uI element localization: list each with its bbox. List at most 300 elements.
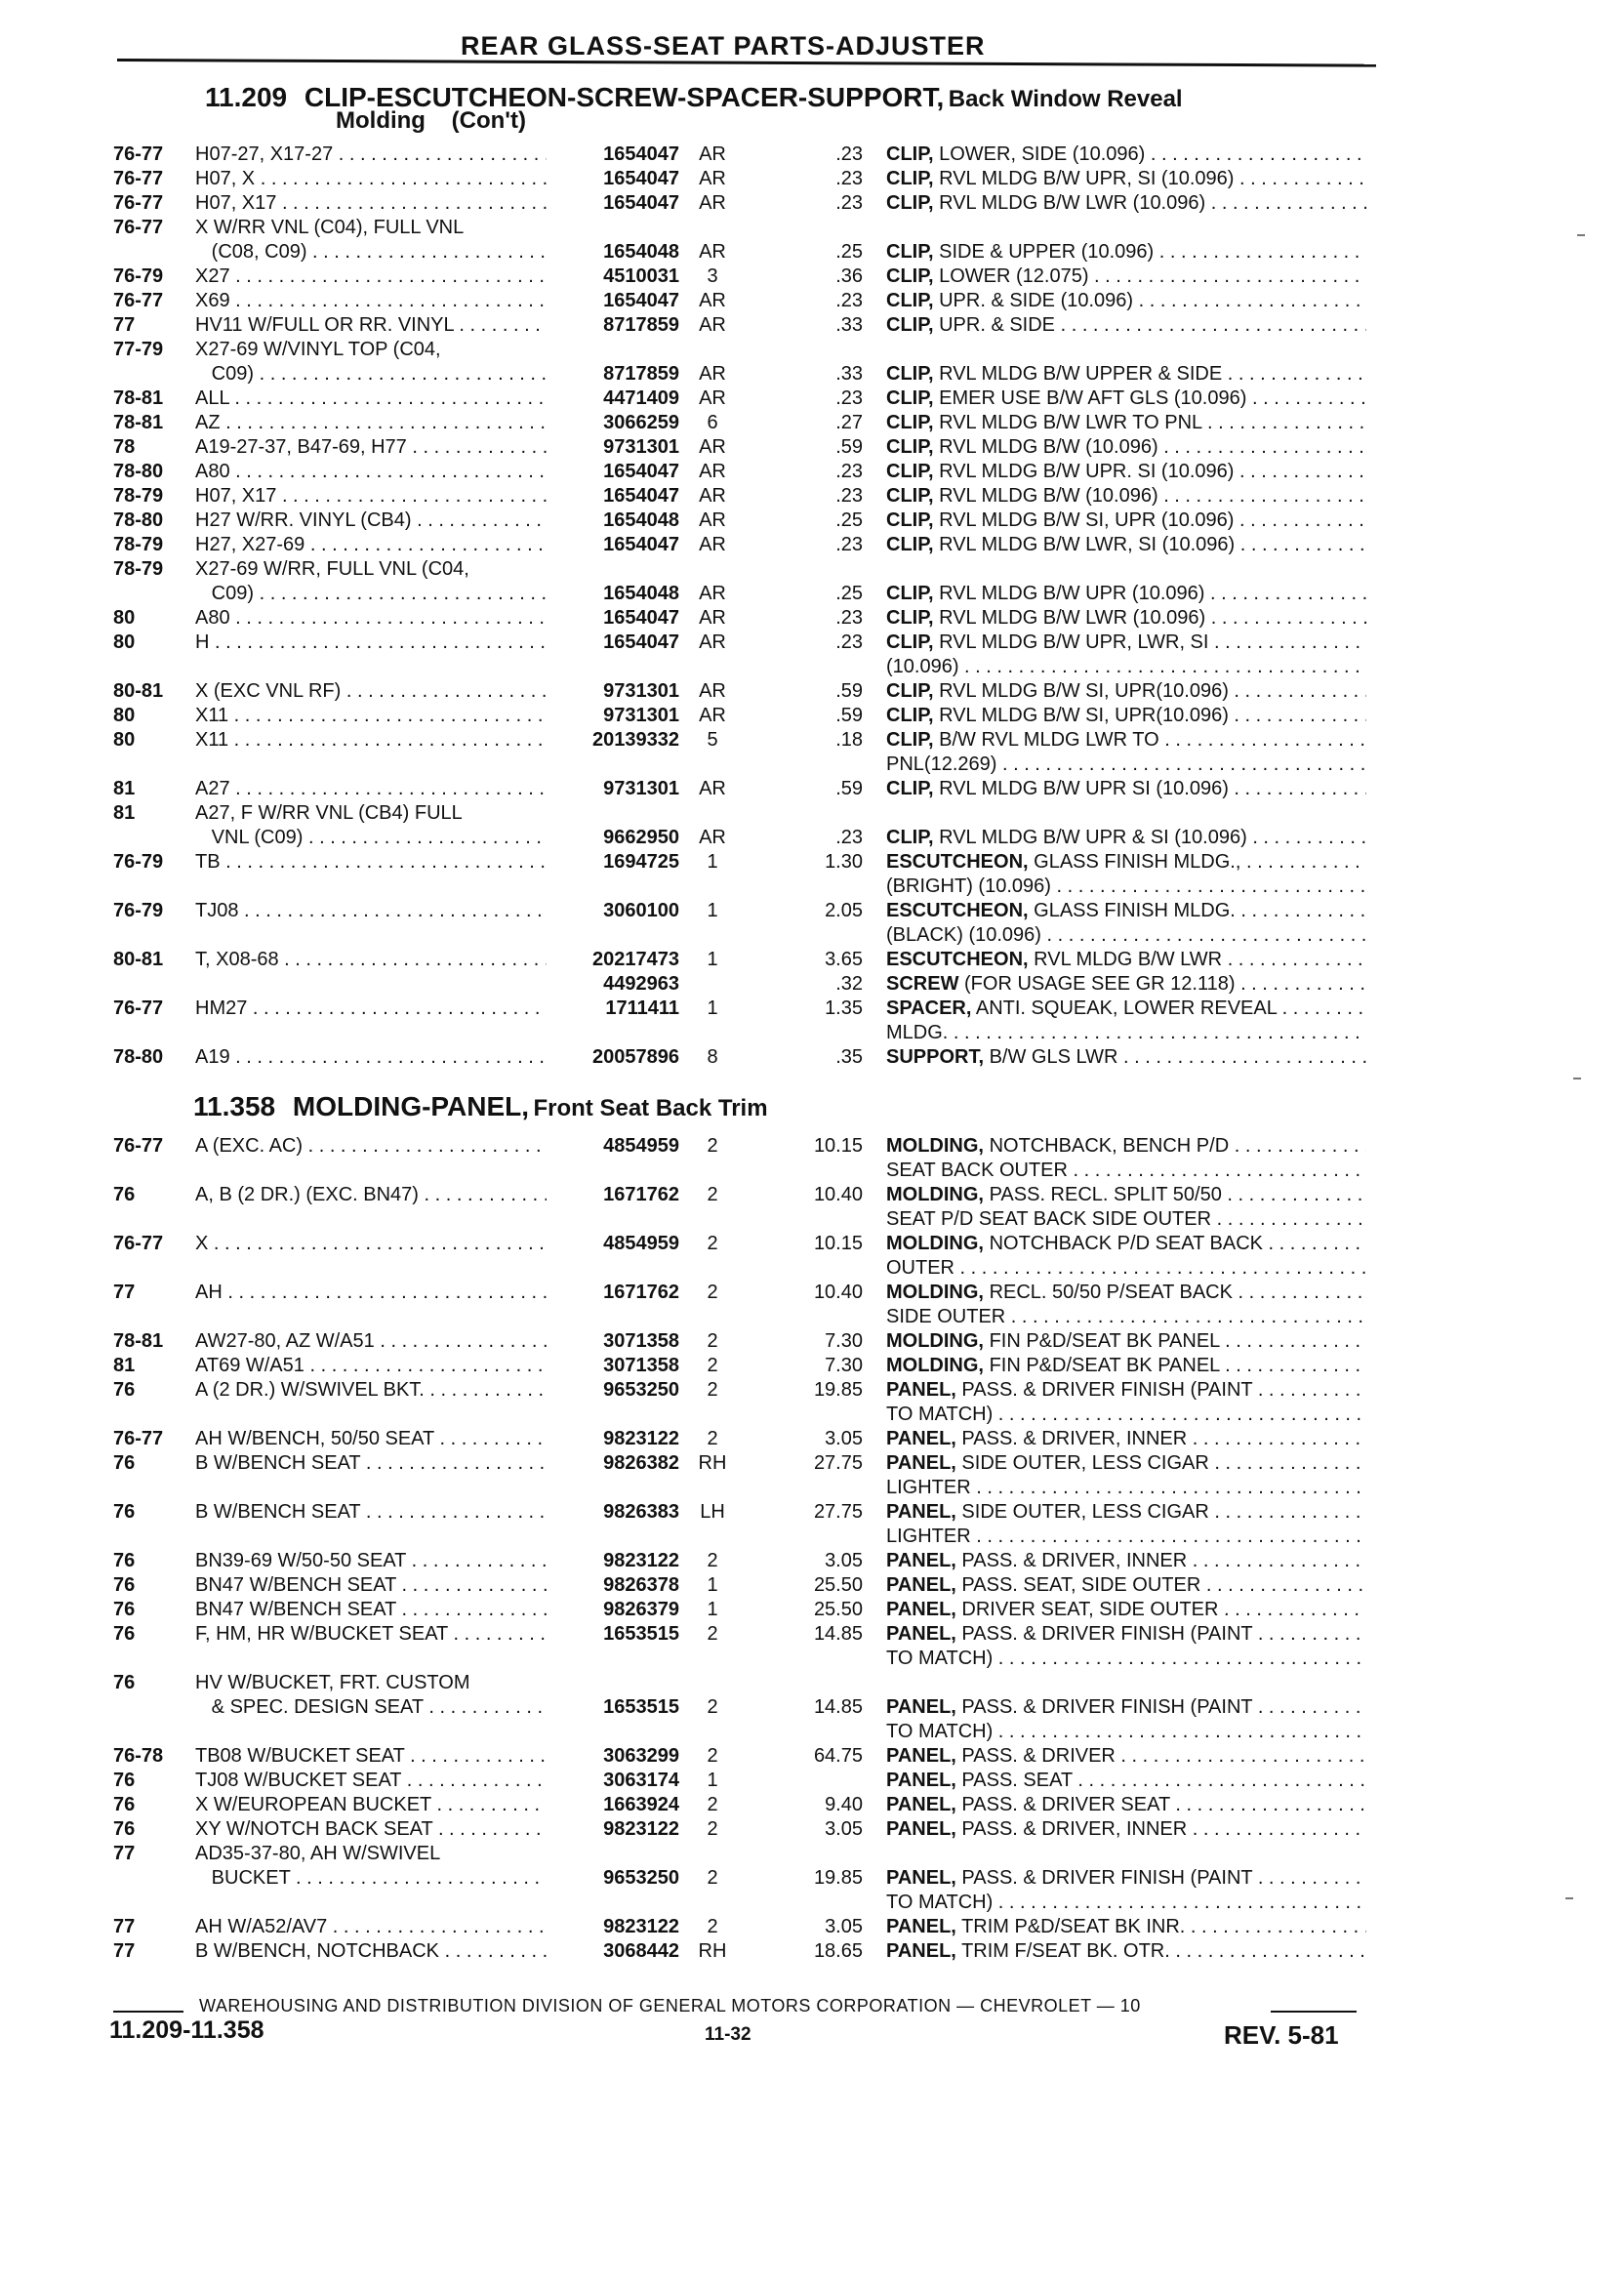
part-number: 9653250 <box>603 1379 679 1401</box>
table-row <box>0 948 1624 972</box>
model-application: A27 . . . <box>195 777 547 801</box>
section-number: 11.209 <box>205 82 288 112</box>
table-row <box>0 435 1624 460</box>
part-description <box>886 1549 1366 1573</box>
part-detail: SEAT BACK OUTER <box>886 1160 1068 1181</box>
part-detail: GLASS FINISH MLDG., <box>1034 851 1241 873</box>
list-price: .59 <box>835 680 863 702</box>
table-row <box>0 899 1624 923</box>
model-year: 77 <box>113 1940 136 1962</box>
table-row <box>0 289 1624 313</box>
model-application: H07-27, X17-27 . . . <box>195 142 547 167</box>
part-detail: TRIM P&D/SEAT BK INR. <box>961 1916 1186 1937</box>
model-application: AW27-80, AZ W/A51 . . . <box>195 1329 547 1354</box>
part-name: PANEL, <box>886 1818 956 1840</box>
part-detail: TO MATCH) <box>886 1404 994 1425</box>
part-detail: PASS. RECL. SPLIT 50/50 <box>989 1184 1222 1205</box>
part-description <box>886 289 1366 313</box>
model-application: HM27 . . . <box>195 997 547 1021</box>
table-row <box>0 728 1624 753</box>
part-name: MOLDING, <box>886 1330 984 1352</box>
table-row <box>0 1549 1624 1573</box>
part-name: CLIP, <box>886 631 934 653</box>
model-year: 77 <box>113 1843 136 1864</box>
quantity: AR <box>699 485 726 507</box>
model-application: X W/EUROPEAN BUCKET . . . <box>195 1793 547 1817</box>
table-row <box>0 1573 1624 1598</box>
table-row <box>0 875 1624 899</box>
table-row <box>0 1842 1624 1866</box>
part-description <box>886 191 1366 216</box>
list-price: .23 <box>835 168 863 189</box>
model-application: BN47 W/BENCH SEAT . . . <box>195 1573 547 1598</box>
part-description <box>886 1021 1366 1045</box>
part-name: PANEL, <box>886 1940 956 1962</box>
model-application: X27-69 W/RR, FULL VNL (C04, <box>195 558 469 580</box>
table-row <box>0 142 1624 167</box>
quantity: AR <box>699 778 726 799</box>
list-price: 10.15 <box>813 1135 863 1157</box>
part-name: CLIP, <box>886 607 934 629</box>
part-number: 1654048 <box>603 583 679 604</box>
quantity: 1 <box>707 1599 718 1620</box>
part-name: ESCUTCHEON, <box>886 851 1029 873</box>
part-detail: UPR. & SIDE (10.096) <box>939 290 1134 311</box>
list-price: .23 <box>835 485 863 507</box>
part-description <box>886 582 1366 606</box>
model-year: 77-79 <box>113 339 164 360</box>
model-year: 76 <box>113 1550 136 1571</box>
part-detail: TO MATCH) <box>886 1721 994 1742</box>
quantity: 2 <box>707 1550 718 1571</box>
part-number: 20057896 <box>592 1046 679 1068</box>
table-row <box>0 1695 1624 1720</box>
part-description <box>886 387 1366 411</box>
quantity: 2 <box>707 1233 718 1254</box>
table-row <box>0 1476 1624 1500</box>
part-detail: RVL MLDG B/W SI, UPR (10.096) <box>939 509 1235 531</box>
model-year: 76-77 <box>113 143 164 165</box>
section-11-358-heading <box>193 1091 768 1122</box>
model-year: 76-77 <box>113 1428 164 1449</box>
model-application: H27, X27-69 . . . <box>195 533 547 557</box>
part-description <box>886 655 1366 679</box>
list-price: .23 <box>835 827 863 848</box>
quantity: 6 <box>707 412 718 433</box>
model-year: 78-80 <box>113 461 164 482</box>
quantity: AR <box>699 143 726 165</box>
part-detail: LOWER (12.075) <box>939 265 1089 287</box>
part-description <box>886 1647 1366 1671</box>
model-year: 78-80 <box>113 1046 164 1068</box>
part-name: CLIP, <box>886 534 934 555</box>
model-year: 78-80 <box>113 509 164 531</box>
part-detail: PASS. SEAT <box>961 1770 1073 1791</box>
model-year: 76 <box>113 1452 136 1474</box>
part-detail: DRIVER SEAT, SIDE OUTER <box>961 1599 1219 1620</box>
part-description <box>886 1817 1366 1842</box>
table-row <box>0 216 1624 240</box>
model-year: 76-79 <box>113 265 164 287</box>
part-name: MOLDING, <box>886 1135 984 1157</box>
table-row <box>0 972 1624 997</box>
part-number: 1654048 <box>603 241 679 263</box>
part-description <box>886 899 1366 923</box>
list-price: .35 <box>835 1046 863 1068</box>
part-detail: LIGHTER <box>886 1477 971 1498</box>
model-year: 76-77 <box>113 192 164 214</box>
quantity: 2 <box>707 1696 718 1718</box>
footer-text: WAREHOUSING AND DISTRIBUTION DIVISION OF GENERAL MOTORS CORPORATION — CHEVROLET — 10 <box>199 1996 1141 2015</box>
part-detail: RVL MLDG B/W UPR (10.096) <box>939 583 1205 604</box>
part-description <box>886 1159 1366 1183</box>
part-description <box>886 1500 1366 1525</box>
table-row <box>0 265 1624 289</box>
table-row <box>0 1159 1624 1183</box>
quantity: 2 <box>707 1184 718 1205</box>
quantity: AR <box>699 705 726 726</box>
part-number: 9731301 <box>603 680 679 702</box>
list-price: 7.30 <box>825 1355 863 1376</box>
part-description <box>886 362 1366 387</box>
part-name: MOLDING, <box>886 1355 984 1376</box>
table-row <box>0 557 1624 582</box>
part-number: 4471409 <box>603 387 679 409</box>
part-name: MOLDING, <box>886 1184 984 1205</box>
list-price: 19.85 <box>813 1867 863 1889</box>
model-year: 77 <box>113 314 136 336</box>
part-number: 1654047 <box>603 192 679 214</box>
table-row <box>0 1021 1624 1045</box>
part-description <box>886 1403 1366 1427</box>
section-title: CLIP-ESCUTCHEON-SCREW-SPACER-SUPPORT, <box>304 82 945 112</box>
part-description <box>886 1622 1366 1647</box>
list-price: .25 <box>835 583 863 604</box>
part-number: 9731301 <box>603 705 679 726</box>
list-price: 1.30 <box>825 851 863 873</box>
part-name: PANEL, <box>886 1623 956 1645</box>
quantity: AR <box>699 607 726 629</box>
part-description <box>886 142 1366 167</box>
list-price: .27 <box>835 412 863 433</box>
part-number: 9662950 <box>603 827 679 848</box>
model-application: H07, X17 . . . <box>195 484 547 509</box>
part-description <box>886 1354 1366 1378</box>
model-year: 81 <box>113 802 136 824</box>
part-description <box>886 167 1366 191</box>
quantity: AR <box>699 461 726 482</box>
table-row <box>0 704 1624 728</box>
part-number: 1654047 <box>603 461 679 482</box>
table-row <box>0 509 1624 533</box>
part-description <box>886 679 1366 704</box>
part-number: 20217473 <box>592 949 679 970</box>
model-application: A19-27-37, B47-69, H77 . . . <box>195 435 547 460</box>
model-application: A80 . . . <box>195 606 547 631</box>
list-price: 10.40 <box>813 1282 863 1303</box>
part-description <box>886 826 1366 850</box>
model-application: X11 . . . <box>195 728 547 753</box>
part-description <box>886 1281 1366 1305</box>
part-description <box>886 1305 1366 1329</box>
part-number: 1663924 <box>603 1794 679 1815</box>
quantity: 2 <box>707 1379 718 1401</box>
part-number: 3068442 <box>603 1940 679 1962</box>
list-price: .23 <box>835 192 863 214</box>
list-price: .33 <box>835 363 863 385</box>
part-number: 9826383 <box>603 1501 679 1523</box>
section-number: 11.358 <box>193 1091 276 1121</box>
part-number: 9826382 <box>603 1452 679 1474</box>
part-name: PANEL, <box>886 1550 956 1571</box>
quantity: AR <box>699 314 726 336</box>
part-name: PANEL, <box>886 1574 956 1596</box>
part-description <box>886 411 1366 435</box>
part-name: PANEL, <box>886 1501 956 1523</box>
model-year: 76 <box>113 1818 136 1840</box>
part-name: PANEL, <box>886 1916 956 1937</box>
part-number: 1654047 <box>603 290 679 311</box>
part-description <box>886 1793 1366 1817</box>
table-row <box>0 1769 1624 1793</box>
model-year: 80 <box>113 607 136 629</box>
part-detail: PASS. & DRIVER, INNER <box>961 1550 1188 1571</box>
part-number: 1654047 <box>603 534 679 555</box>
model-application: H07, X17 . . . <box>195 191 547 216</box>
part-name: CLIP, <box>886 387 934 409</box>
part-detail: PASS. & DRIVER <box>961 1745 1116 1767</box>
part-description <box>886 533 1366 557</box>
part-name: PANEL, <box>886 1452 956 1474</box>
part-description <box>886 509 1366 533</box>
table-row <box>0 191 1624 216</box>
part-detail: NOTCHBACK, BENCH P/D <box>989 1135 1230 1157</box>
list-price: .18 <box>835 729 863 751</box>
part-number: 3063174 <box>603 1770 679 1791</box>
model-application: (C08, C09) . . . <box>195 240 547 265</box>
table-row <box>0 777 1624 801</box>
model-year: 76-77 <box>113 217 164 238</box>
part-number: 1653515 <box>603 1623 679 1645</box>
table-row <box>0 582 1624 606</box>
part-number: 9731301 <box>603 436 679 458</box>
quantity: AR <box>699 290 726 311</box>
list-price: 27.75 <box>813 1501 863 1523</box>
part-number: 1654047 <box>603 607 679 629</box>
model-application: C09) . . . <box>195 362 547 387</box>
part-detail: RVL MLDG B/W UPR, SI (10.096) <box>939 168 1235 189</box>
list-price: .25 <box>835 509 863 531</box>
quantity: RH <box>698 1940 727 1962</box>
part-name: CLIP, <box>886 583 934 604</box>
model-application: & SPEC. DESIGN SEAT . . . <box>195 1695 547 1720</box>
quantity: 1 <box>707 1574 718 1596</box>
part-detail: TO MATCH) <box>886 1648 994 1669</box>
list-price: 3.05 <box>825 1916 863 1937</box>
scan-speck <box>1573 1078 1581 1079</box>
part-name: CLIP, <box>886 241 934 263</box>
part-description <box>886 850 1366 875</box>
model-year: 80 <box>113 729 136 751</box>
list-price: 3.05 <box>825 1818 863 1840</box>
table-row <box>0 1793 1624 1817</box>
part-description <box>886 1256 1366 1281</box>
part-number: 9823122 <box>603 1916 679 1937</box>
table-row <box>0 826 1624 850</box>
model-application: VNL (C09) . . . <box>195 826 547 850</box>
part-description <box>886 631 1366 655</box>
list-price: 14.85 <box>813 1696 863 1718</box>
list-price: 7.30 <box>825 1330 863 1352</box>
section-11-358-table <box>0 1134 1624 1964</box>
model-year: 76 <box>113 1599 136 1620</box>
part-description <box>886 265 1366 289</box>
part-name: CLIP, <box>886 314 934 336</box>
part-name: CLIP, <box>886 412 934 433</box>
part-detail: LOWER, SIDE (10.096) <box>939 143 1146 165</box>
quantity: AR <box>699 363 726 385</box>
part-name: CLIP, <box>886 729 934 751</box>
part-description <box>886 1427 1366 1451</box>
list-price: .23 <box>835 534 863 555</box>
part-name: SUPPORT, <box>886 1046 985 1068</box>
table-row <box>0 655 1624 679</box>
part-description <box>886 1939 1366 1964</box>
part-name: PANEL, <box>886 1428 956 1449</box>
model-year: 76 <box>113 1794 136 1815</box>
part-detail: PASS. & DRIVER FINISH (PAINT <box>961 1867 1253 1889</box>
part-detail: LIGHTER <box>886 1526 971 1547</box>
model-application: X (EXC VNL RF) . . . <box>195 679 547 704</box>
part-description <box>886 1183 1366 1207</box>
quantity: AR <box>699 192 726 214</box>
model-application: B W/BENCH SEAT . . . <box>195 1500 547 1525</box>
part-name: CLIP, <box>886 168 934 189</box>
part-description <box>886 997 1366 1021</box>
part-detail: SEAT P/D SEAT BACK SIDE OUTER <box>886 1208 1212 1230</box>
part-description <box>886 1891 1366 1915</box>
model-application: HV11 W/FULL OR RR. VINYL . . . <box>195 313 547 338</box>
list-price: .32 <box>835 973 863 995</box>
quantity: 8 <box>707 1046 718 1068</box>
part-name: SPACER, <box>886 998 972 1019</box>
model-application: X69 . . . <box>195 289 547 313</box>
table-row <box>0 1939 1624 1964</box>
model-year: 80-81 <box>113 949 164 970</box>
model-application: C09) . . . <box>195 582 547 606</box>
model-year: 81 <box>113 1355 136 1376</box>
part-detail: (BLACK) (10.096) <box>886 924 1041 946</box>
model-application: X11 . . . <box>195 704 547 728</box>
quantity: AR <box>699 534 726 555</box>
model-year: 78-79 <box>113 534 164 555</box>
model-year: 78-81 <box>113 1330 164 1352</box>
model-application: TJ08 . . . <box>195 899 547 923</box>
model-year: 80 <box>113 705 136 726</box>
model-application: AT69 W/A51 . . . <box>195 1354 547 1378</box>
table-row <box>0 923 1624 948</box>
table-row <box>0 1256 1624 1281</box>
quantity: 2 <box>707 1135 718 1157</box>
part-detail: FIN P&D/SEAT BK PANEL <box>989 1355 1220 1376</box>
table-row <box>0 1183 1624 1207</box>
table-row <box>0 1891 1624 1915</box>
model-application: H . . . <box>195 631 547 655</box>
list-price: 3.05 <box>825 1428 863 1449</box>
model-application: X . . . <box>195 1232 547 1256</box>
part-detail: RVL MLDG B/W LWR TO PNL <box>939 412 1202 433</box>
section-title-continued: Molding (Con't) <box>336 107 526 134</box>
part-number: 3071358 <box>603 1355 679 1376</box>
part-number: 8717859 <box>603 314 679 336</box>
quantity: 1 <box>707 1770 718 1791</box>
part-name: PANEL, <box>886 1867 956 1889</box>
quantity: AR <box>699 387 726 409</box>
part-number: 9731301 <box>603 778 679 799</box>
list-price: 3.05 <box>825 1550 863 1571</box>
model-year: 78-81 <box>113 387 164 409</box>
part-number: 9826379 <box>603 1599 679 1620</box>
table-row <box>0 1045 1624 1070</box>
model-year: 76-79 <box>113 851 164 873</box>
model-year: 77 <box>113 1916 136 1937</box>
part-description <box>886 1720 1366 1744</box>
part-detail: B/W GLS LWR <box>989 1046 1118 1068</box>
part-description <box>886 1695 1366 1720</box>
model-application: AH W/BENCH, 50/50 SEAT . . . <box>195 1427 547 1451</box>
part-detail: NOTCHBACK P/D SEAT BACK <box>989 1233 1263 1254</box>
part-description <box>886 1378 1366 1403</box>
part-name: CLIP, <box>886 461 934 482</box>
part-description <box>886 1476 1366 1500</box>
part-number: 9823122 <box>603 1550 679 1571</box>
model-application: BUCKET . . . <box>195 1866 547 1891</box>
list-price: .25 <box>835 241 863 263</box>
part-detail: RVL MLDG B/W UPR SI (10.096) <box>939 778 1229 799</box>
part-description <box>886 753 1366 777</box>
model-application: A80 . . . <box>195 460 547 484</box>
list-price: 64.75 <box>813 1745 863 1767</box>
part-detail: RVL MLDG B/W LWR <box>1034 949 1223 970</box>
part-name: PANEL, <box>886 1379 956 1401</box>
part-description <box>886 948 1366 972</box>
scan-speck <box>1565 1897 1573 1899</box>
table-row <box>0 1329 1624 1354</box>
part-detail: (BRIGHT) (10.096) <box>886 875 1051 897</box>
part-detail: SIDE OUTER <box>886 1306 1006 1327</box>
quantity: 5 <box>707 729 718 751</box>
part-detail: MLDG. <box>886 1022 949 1043</box>
part-description <box>886 435 1366 460</box>
part-name: PANEL, <box>886 1599 956 1620</box>
part-detail: PASS. & DRIVER, INNER <box>961 1428 1188 1449</box>
table-row <box>0 1354 1624 1378</box>
part-detail: RVL MLDG B/W SI, UPR(10.096) <box>939 705 1229 726</box>
quantity: 2 <box>707 1428 718 1449</box>
part-description <box>886 1134 1366 1159</box>
part-detail: (FOR USAGE SEE GR 12.118) <box>964 973 1236 995</box>
part-detail: OUTER <box>886 1257 954 1279</box>
table-row <box>0 1744 1624 1769</box>
part-detail: RVL MLDG B/W (10.096) <box>939 485 1158 507</box>
model-application: X W/RR VNL (C04), FULL VNL <box>195 217 465 238</box>
part-description <box>886 1329 1366 1354</box>
part-number: 1654047 <box>603 485 679 507</box>
part-detail: RVL MLDG B/W LWR, SI (10.096) <box>939 534 1236 555</box>
part-description <box>886 1451 1366 1476</box>
part-detail: RVL MLDG B/W UPR, LWR, SI <box>939 631 1209 653</box>
table-row <box>0 606 1624 631</box>
